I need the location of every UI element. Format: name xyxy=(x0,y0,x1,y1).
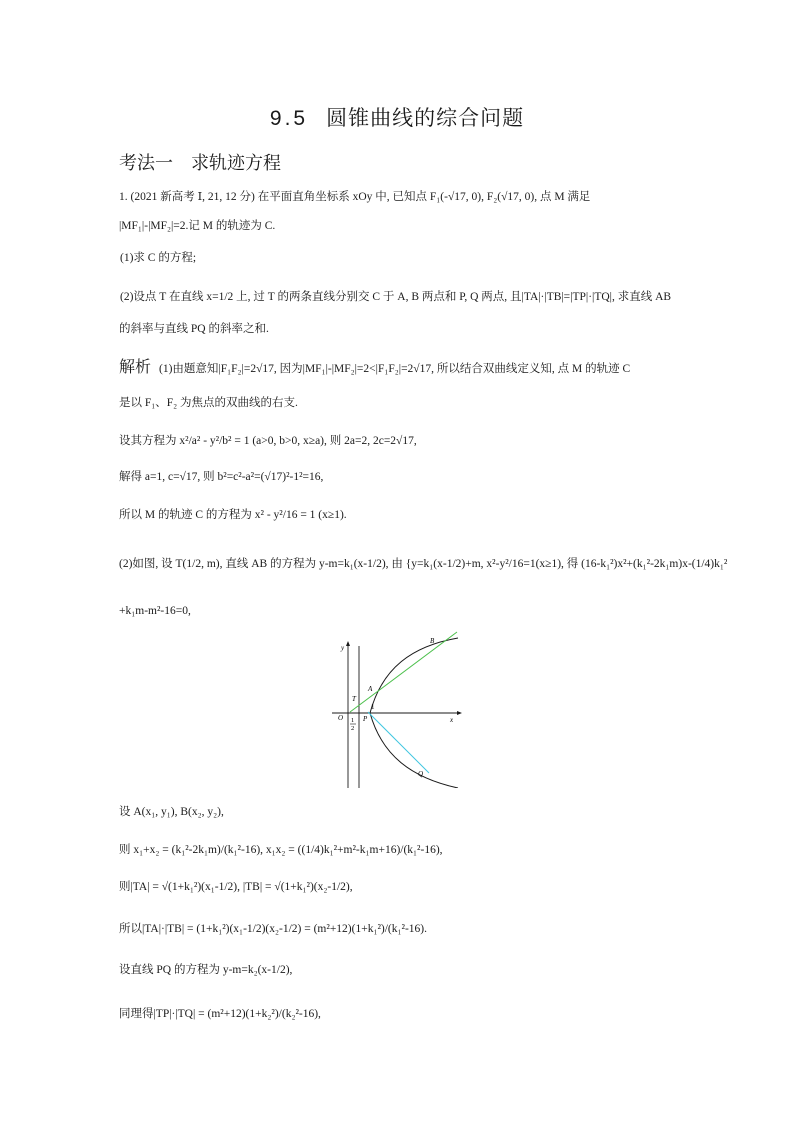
line-pq xyxy=(368,712,429,773)
solution-s2-line3: 设 A(x₁, y₁), B(x₂, y₂), xyxy=(119,806,224,818)
hyperbola-figure xyxy=(332,628,462,788)
solution-s2-line2: +k₁m-m²-16=0, xyxy=(119,605,191,617)
solution-label: 解析 xyxy=(119,357,152,376)
solution-s2-line8: 同理得|TP|·|TQ| = (m²+12)(1+k₂²)/(k₂²-16), xyxy=(119,1008,321,1020)
label-b: B xyxy=(430,637,435,645)
label-a: A xyxy=(368,685,373,693)
label-p: P xyxy=(363,715,368,723)
label-y: y xyxy=(341,644,345,652)
y-axis-arrow xyxy=(346,641,350,646)
solution-s1-line5: 所以 M 的轨迹 C 的方程为 x² - y²/16 = 1 (x≥1). xyxy=(119,509,347,521)
solution-s2-line6: 所以|TA|·|TB| = (1+k₁²)(x₁-1/2)(x₂-1/2) = (m²+12)(1+k₁²)/(k₁²-16). xyxy=(119,923,428,935)
solution-s2-line5: 则|TA| = √(1+k₁²)(x₁-1/2), |TB| = √(1+k₁²)(x₂-1/2), xyxy=(119,881,353,893)
solution-s2-line7: 设直线 PQ 的方程为 y-m=k₂(x-1/2), xyxy=(119,964,293,976)
label-q: Q xyxy=(418,770,424,778)
label-half-denominator: 2 xyxy=(351,725,355,732)
label-x: x xyxy=(450,716,454,724)
solution-s1-line2: 是以 F₁、F₂ 为焦点的双曲线的右支. xyxy=(119,397,298,409)
solution-s2-line4: 则 x₁+x₂ = (k₁²-2k₁m)/(k₁²-16), x₁x₂ = ((1/4)k₁²+m²-k₁m+16)/(k₁²-16), xyxy=(119,844,443,856)
section-title: 圆锥曲线的综合问题 xyxy=(326,106,525,130)
section-number: 9.5 xyxy=(269,107,309,130)
label-half-numerator: 1 xyxy=(351,717,355,724)
problem-q1: (1)求 C 的方程; xyxy=(120,252,197,264)
problem-stem-line1: 1. (2021 新高考 Ⅰ, 21, 12 分) 在平面直角坐标系 xOy 中, 已知点 F₁(-√17, 0), F₂(√17, 0), 点 M 满足 xyxy=(119,191,591,203)
line-ab xyxy=(350,632,457,712)
solution-s2-line1: (2)如图, 设 T(1/2, m), 直线 AB 的方程为 y-m=k₁(x-1/2), 由 {y=k₁(x-1/2)+m, x²-y²/16=1(x≥1), 得 (16-k₁²)x²+(k₁²-2k₁m)x-(1/4)k₁² xyxy=(119,558,728,570)
method-heading: 考法一 求轨迹方程 xyxy=(119,153,281,174)
page-title xyxy=(0,102,794,132)
problem-stem-line2: |MF₁|-|MF₂|=2.记 M 的轨迹为 C. xyxy=(119,220,276,232)
x-axis-arrow xyxy=(457,711,462,715)
solution-s1-line1-text: (1)由题意知|F₁F₂|=2√17, 因为|MF₁|-|MF₂|=2<|F₁F₂|=2√17, 所以结合双曲线定义知, 点 M 的轨迹 C xyxy=(159,363,631,375)
problem-q2-line2: 的斜率与直线 PQ 的斜率之和. xyxy=(119,323,269,335)
solution-s1-line1 xyxy=(119,357,631,376)
label-t: T xyxy=(352,695,356,703)
problem-q2-line1: (2)设点 T 在直线 x=1/2 上, 过 T 的两条直线分别交 C 于 A, B 两点和 P, Q 两点, 且|TA|·|TB|=|TP|·|TQ|, 求直线 AB xyxy=(120,291,672,303)
solution-s1-line3: 设其方程为 x²/a² - y²/b² = 1 (a>0, b>0, x≥a), 则 2a=2, 2c=2√17, xyxy=(119,435,417,447)
solution-s1-line4: 解得 a=1, c=√17, 则 b²=c²-a²=(√17)²-1²=16, xyxy=(119,471,324,483)
label-origin: O xyxy=(338,714,344,722)
label-one: 1 xyxy=(371,703,375,711)
